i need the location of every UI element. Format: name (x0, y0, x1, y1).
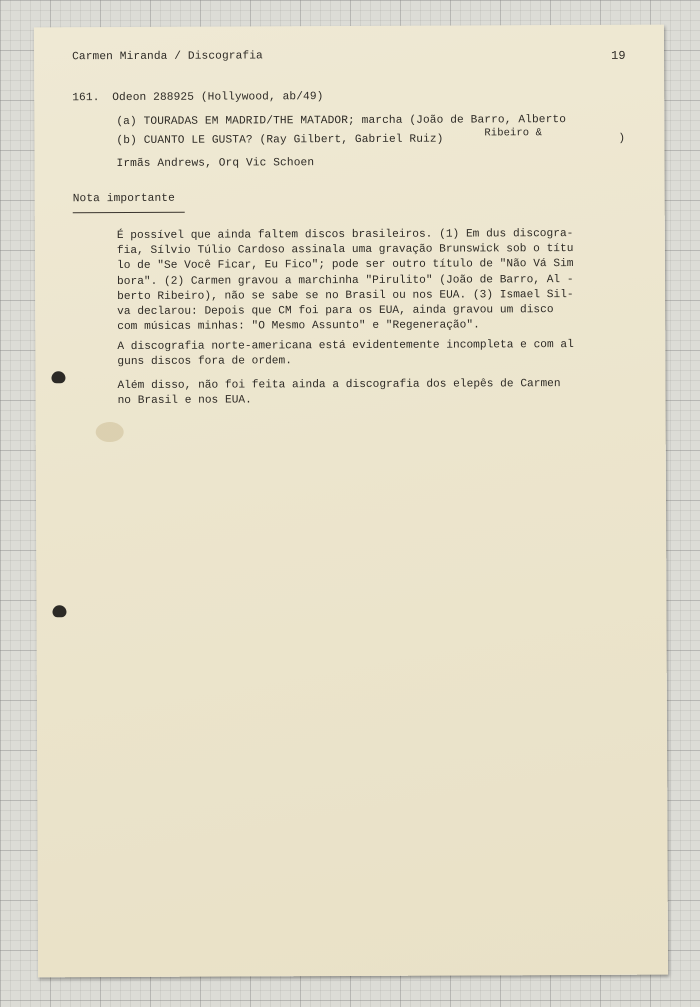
nota-title: Nota importante (72, 192, 175, 206)
paragraph-line: A discografia norte-americana está evidentemente incompleta e com al (117, 339, 574, 354)
entry-number: 161. (72, 92, 100, 105)
nota-paragraph-2 (117, 338, 574, 370)
paragraph-line: Além disso, não foi feita ainda a discografia dos elepês de Carmen (117, 378, 561, 393)
typed-page (34, 25, 668, 978)
page-number: 19 (611, 48, 626, 63)
entry-performers: Irmãs Andrews, Orq Vic Schoen (116, 157, 315, 171)
entry-close-paren: ) (618, 132, 626, 145)
paragraph-line: guns discos fora de ordem. (117, 355, 292, 369)
paragraph-line: lo de "Se Você Ficar, Eu Fico"; pode ser outro título de "Não Vá Sim (116, 258, 574, 273)
paragraph-line: no Brasil e nos EUA. (117, 394, 252, 408)
paragraph-line: fia, Sílvio Túlio Cardoso assinala uma gravação Brunswick sob o títu (116, 243, 574, 258)
nota-paragraph-3 (117, 377, 560, 409)
punch-hole (51, 371, 65, 383)
header-title: Carmen Miranda / Discografia (72, 50, 263, 64)
paragraph-line: com músicas minhas: "O Mesmo Assunto" e "Regeneração". (117, 319, 480, 334)
paragraph-line: É possível que ainda faltem discos brasileiros. (1) Em dus discogra- (116, 228, 574, 243)
entry-label: Odeon 288925 (Hollywood, ab/49) (112, 91, 324, 105)
paragraph-line: va declarou: Depois que CM foi para os EUA, ainda gravou um disco (117, 304, 554, 318)
entry-overtype: Ribeiro & (484, 127, 543, 140)
entry-track-b: (b) CUANTO LE GUSTA? (Ray Gilbert, Gabriel Ruiz) (116, 133, 444, 148)
paragraph-line: bora". (2) Carmen gravou a marchinha "Pirulito" (João de Barro, Al - (117, 273, 574, 288)
nota-paragraph-1 (117, 227, 574, 335)
punch-hole (52, 605, 66, 617)
nota-underline (73, 212, 185, 213)
paper-stain (96, 422, 124, 442)
paragraph-line: berto Ribeiro), não se sabe se no Brasil ou nos EUA. (3) Ismael Sil- (117, 288, 574, 303)
entry-track-a: (a) TOURADAS EM MADRID/THE MATADOR; marcha (João de Barro, Alberto (116, 114, 567, 129)
